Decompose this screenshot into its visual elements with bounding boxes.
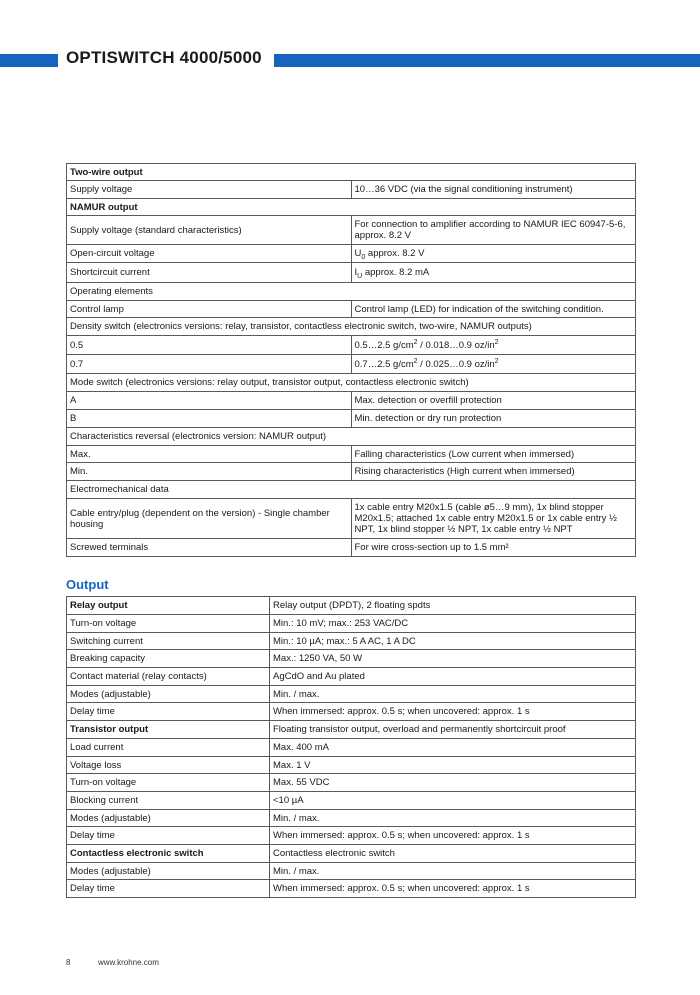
value-text: Min.: 10 µA; max.: 5 A AC, 1 A DC [273,635,416,647]
table-cell-value [351,263,636,283]
table-cell-label: Modes (adjustable) [67,863,270,880]
table-row [67,245,636,263]
table-row [67,827,636,845]
table-cell-value [351,499,636,539]
table-cell-label: Contact material (relay contacts) [67,668,270,686]
table-cell-label: Screwed terminals [67,539,352,557]
table-group-label: Mode switch (electronics versions: relay output, transistor output, contactless electronic switch) [67,374,636,392]
value-text: Floating transistor output, overload and permanently shortcircuit proof [273,724,566,735]
table-row [67,463,636,481]
table-row [67,757,636,774]
value-text: <10 µA [273,795,304,806]
table-cell-value [351,539,636,557]
value-text: U [354,248,362,259]
table-cell-value [351,463,636,481]
table-cell-label: Delay time [67,827,270,845]
table-cell-label: Contactless electronic switch [67,845,270,863]
value-text: Contactless electronic switch [273,848,395,859]
table-cell-label: Modes (adjustable) [67,686,270,703]
value-text: Min. detection or dry run protection [354,413,502,424]
table-row [67,721,636,739]
table-cell-value [351,216,636,245]
table-row [67,633,636,650]
document-title: OPTISWITCH 4000/5000 [66,48,262,67]
table-row [67,774,636,792]
table-group-label: Operating elements [67,283,636,301]
value-text: I [354,267,358,278]
value-text: Max. detection or overfill protection [354,395,502,406]
value-text: When immersed: approx. 0.5 s; when uncovered: approx. 1 s [273,706,530,717]
table-cell-value [351,336,636,355]
value-text-tail: approx. 8.2 V [365,248,425,259]
value-text: For connection to amplifier according to NAMUR IEC 60947-5-6, approx. 8.2 V [354,219,626,241]
table-row [67,355,636,374]
table-cell-label: Supply voltage (standard characteristics) [67,216,352,245]
value-superscript: 2 [413,338,418,346]
table-row [67,863,636,880]
table-row [67,539,636,557]
table-row [67,336,636,355]
table-row [67,703,636,721]
table-cell-value [351,392,636,410]
value-text: When immersed: approx. 0.5 s; when uncovered: approx. 1 s [273,883,530,894]
spec-table-output [66,596,636,898]
value-subscript: 0 [361,253,366,261]
table-cell-value [351,181,636,199]
table-row [67,301,636,318]
table-cell-value [270,863,636,880]
table-row [67,199,636,216]
table-cell-label: 0.5 [67,336,352,355]
table-cell-label: Transistor output [67,721,270,739]
table-cell-value [270,615,636,633]
value-text: 10…36 VDC (via the signal conditioning instrument) [354,184,573,195]
table-cell-label: Supply voltage [67,181,352,199]
table-cell-label: 0.7 [67,355,352,374]
table-row [67,481,636,499]
table-row [67,615,636,633]
table-row [67,686,636,703]
table-row [67,792,636,810]
value-text: AgCdO and Au plated [273,671,365,682]
value-text: 0.7…2.5 g/cm [354,358,414,370]
table-row [67,880,636,898]
header-accent-bar-left [0,54,58,67]
table-row [67,263,636,283]
table-cell-value [270,703,636,721]
value-superscript: 2 [494,338,499,346]
header-accent-bar-right [274,54,700,67]
table-cell-label: Cable entry/plug (dependent on the version) - Single chamber housing [67,499,352,539]
table-cell-label: Voltage loss [67,757,270,774]
page-number: 8 [66,958,71,967]
value-text: Max. 1 V [273,759,311,771]
table-group-label: Density switch (electronics versions: relay, transistor, contactless electronic switch, two-wire, NAMUR outputs) [67,318,636,336]
table-cell-label: Turn-on voltage [67,774,270,792]
value-superscript: 2 [494,357,499,365]
table-group-label: Characteristics reversal (electronics version: NAMUR output) [67,428,636,446]
table-cell-value [270,721,636,739]
table-section-header: Two-wire output [67,164,636,181]
value-text-mid: / 0.018…0.9 oz/in [417,339,495,351]
value-text: Min. / max. [273,812,320,824]
table-cell-label: Min. [67,463,352,481]
table-group-label: Electromechanical data [67,481,636,499]
table-row [67,374,636,392]
table-cell-value [351,245,636,263]
value-text: Min.: 10 mV; max.: 253 VAC/DC [273,618,409,629]
table-cell-value [351,301,636,318]
table-cell-label: Blocking current [67,792,270,810]
table-row [67,428,636,446]
value-text: Max.: 1250 VA, 50 W [273,653,363,664]
table-cell-value [351,446,636,463]
table-cell-value [270,686,636,703]
table-row [67,392,636,410]
table-cell-value [351,355,636,374]
table-cell-label: A [67,392,352,410]
value-text: Max. 55 VDC [273,777,330,788]
value-text: Max. 400 mA [273,742,329,753]
table-cell-label: Switching current [67,633,270,650]
table-row [67,446,636,463]
value-text: Rising characteristics (High current when immersed) [354,466,575,477]
table-cell-value [270,633,636,650]
table-cell-label: Shortcircuit current [67,263,352,283]
table-cell-value [270,668,636,686]
value-text-mid: / 0.025…0.9 oz/in [417,358,495,370]
table-row [67,216,636,245]
table-cell-label: Delay time [67,703,270,721]
table-row [67,810,636,827]
table-cell-label: Delay time [67,880,270,898]
value-text: 1x cable entry M20x1.5 (cable ø5…9 mm), 1x blind stopper M20x1.5; attached 1x cable entry M20x1.5 or 1x cable entry ½ NPT, 1x blind stopper ½ NPT, 1x cable entry ½ NPT [354,502,617,535]
table-cell-label: Max. [67,446,352,463]
table-cell-label: Modes (adjustable) [67,810,270,827]
value-text: 0.5…2.5 g/cm [354,339,414,351]
table-cell-value [270,880,636,898]
table-cell-value [270,757,636,774]
value-text-tail: approx. 8.2 mA [362,267,430,278]
table-cell-value [270,597,636,615]
table-row [67,499,636,539]
table-cell-label: Control lamp [67,301,352,318]
value-text: Min. / max. [273,865,320,877]
table-row [67,597,636,615]
table-row [67,650,636,668]
table-row [67,668,636,686]
value-text: Relay output (DPDT), 2 floating spdts [273,600,431,611]
table-cell-label: Load current [67,739,270,757]
section-title-output: Output [66,577,109,592]
table-row [67,164,636,181]
table-row [67,181,636,199]
spec-table-electrical [66,163,636,557]
table-cell-value [270,845,636,863]
table-cell-value [270,650,636,668]
value-superscript: 2 [413,357,418,365]
table-row [67,410,636,428]
value-text: Control lamp (LED) for indication of the switching condition. [354,303,604,315]
table-cell-value [270,827,636,845]
value-text: Falling characteristics (Low current when immersed) [354,448,575,460]
table-cell-value [351,410,636,428]
table-row [67,283,636,301]
value-text: Min. / max. [273,688,320,700]
value-subscript: U [357,272,363,280]
table-row [67,318,636,336]
table-cell-label: B [67,410,352,428]
table-cell-label: Turn-on voltage [67,615,270,633]
table-section-header: NAMUR output [67,199,636,216]
table-cell-label: Open-circuit voltage [67,245,352,263]
footer-url: www.krohne.com [98,958,159,967]
table-cell-label: Breaking capacity [67,650,270,668]
table-cell-value [270,792,636,810]
value-text: For wire cross-section up to 1.5 mm² [354,542,509,553]
table-cell-value [270,774,636,792]
value-text: When immersed: approx. 0.5 s; when uncovered: approx. 1 s [273,830,530,841]
table-cell-value [270,739,636,757]
table-row [67,739,636,757]
table-cell-value [270,810,636,827]
table-cell-label: Relay output [67,597,270,615]
table-row [67,845,636,863]
